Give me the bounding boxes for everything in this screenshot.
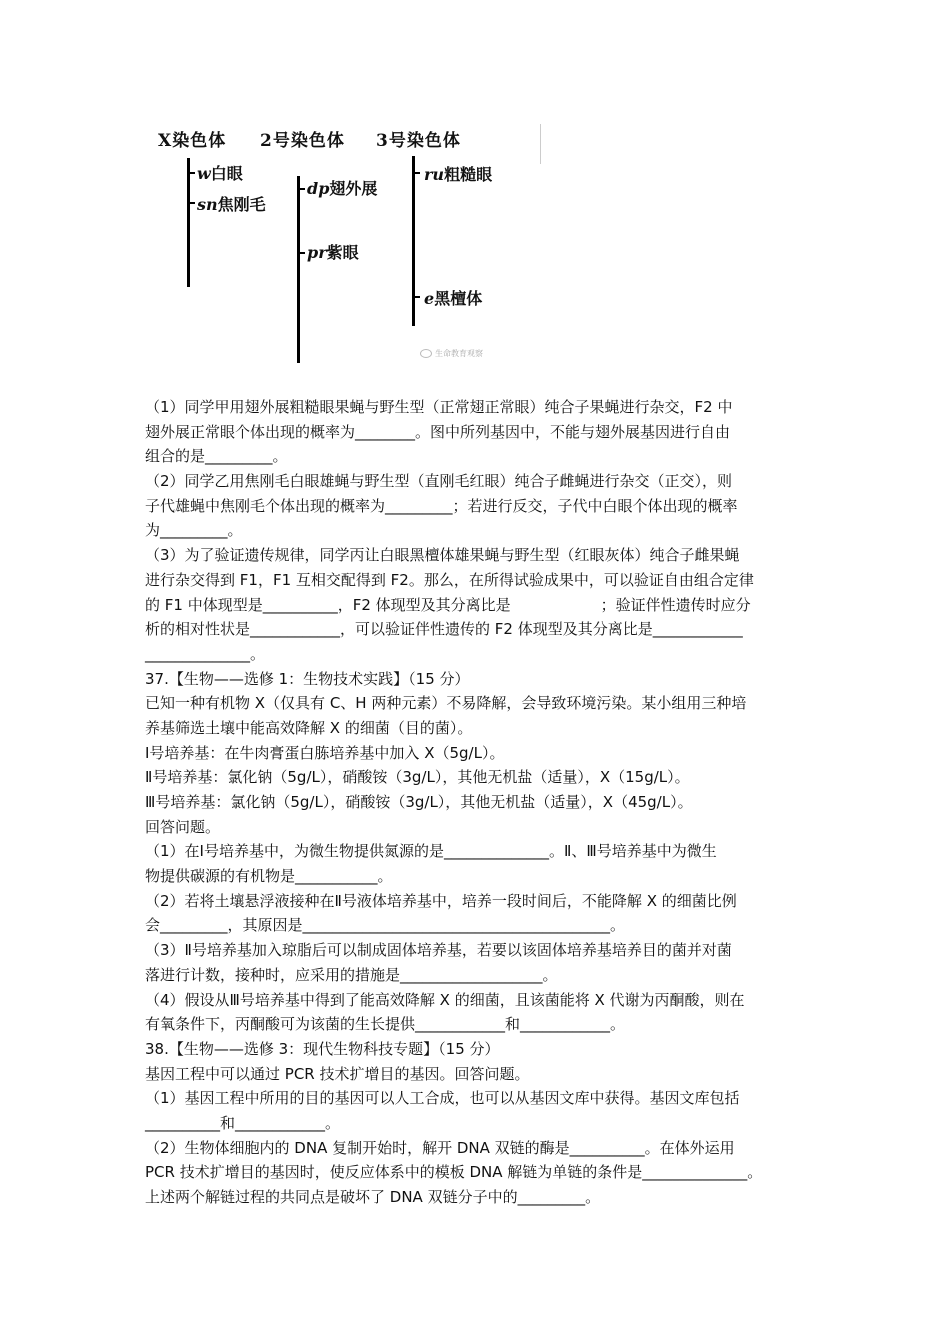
text-line: 已知一种有机物 X（仅具有 C、H 两种元素）不易降解，会导致环境污染。某小组用三种培 bbox=[145, 694, 747, 713]
text-line: （4）假设从Ⅲ号培养基中得到了能高效降解 X 的细菌，且该菌能将 X 代谢为丙酮酸，则在 bbox=[145, 990, 745, 1009]
chromosome-2-line bbox=[297, 176, 300, 363]
text-line: （3）Ⅱ号培养基加入琼脂后可以制成固体培养基，若要以该固体培养基培养目的菌并对菌 bbox=[145, 941, 732, 960]
header-chromosome-2: 2号染色体 bbox=[260, 131, 345, 151]
text-line: 上述两个解链过程的共同点是破坏了 DNA 双链分子中的_________。 bbox=[145, 1188, 601, 1206]
watermark: 生命教育观察 bbox=[420, 348, 483, 359]
text-line: Ⅲ号培养基：氯化钠（5g/L），硝酸铵（3g/L），其他无机盐（适量），X（45g/L）。 bbox=[145, 793, 693, 811]
gene-tick bbox=[412, 296, 420, 298]
watermark-icon bbox=[420, 349, 432, 358]
chromosome-figure bbox=[130, 120, 550, 370]
text-line: 进行杂交得到 F1，F1 互相交配得到 F2。那么，在所得试验成果中，可以验证自由组合定律 bbox=[145, 570, 754, 589]
chromosome-3-line bbox=[412, 156, 415, 326]
text-line: 组合的是_________。 bbox=[145, 447, 288, 466]
gene-tick bbox=[297, 252, 305, 254]
gene-pr: pr紫眼 bbox=[307, 243, 359, 262]
gene-tick bbox=[297, 188, 305, 190]
text-line: （1）基因工程中所用的目的基因可以人工合成，也可以从基因文库中获得。基因文库包括 bbox=[145, 1089, 740, 1108]
gene-dp: dp翅外展 bbox=[307, 179, 378, 198]
header-chromosome-3: 3号染色体 bbox=[376, 131, 461, 151]
figure-edge-line bbox=[540, 124, 541, 164]
text-line: Ⅰ号培养基：在牛肉膏蛋白胨培养基中加入 X（5g/L）。 bbox=[145, 743, 505, 762]
x-chromosome-line bbox=[187, 158, 190, 287]
text-line: 物提供碳源的有机物是___________。 bbox=[145, 867, 393, 886]
text-line: PCR 技术扩增目的基因时，使反应体系中的模板 DNA 解链为单链的条件是______________。 bbox=[145, 1163, 763, 1182]
text-line: （1）在Ⅰ号培养基中，为微生物提供氮源的是______________。Ⅱ、Ⅲ号培养基中为微生 bbox=[145, 842, 717, 861]
gene-tick bbox=[187, 202, 195, 204]
header-x-chromosome: X染色体 bbox=[158, 131, 227, 151]
text-line: （2）若将土壤悬浮液接种在Ⅱ号液体培养基中，培养一段时间后，不能降解 X 的细菌比例 bbox=[145, 891, 737, 910]
gene-ru: ru粗糙眼 bbox=[424, 165, 493, 184]
text-line: ______________。 bbox=[145, 644, 266, 663]
text-line: 析的相对性状是____________，可以验证伴性遗传的 F2 体现型及其分离比是____________ bbox=[145, 620, 743, 639]
text-line: Ⅱ号培养基：氯化钠（5g/L），硝酸铵（3g/L），其他无机盐（适量），X（15g/L）。 bbox=[145, 768, 690, 787]
text-line: （1）同学甲用翅外展粗糙眼果蝇与野生型（正常翅正常眼）纯合子果蝇进行杂交，F2 中 bbox=[145, 398, 733, 416]
gene-e: e黑檀体 bbox=[424, 289, 483, 308]
text-line: __________和____________。 bbox=[145, 1113, 341, 1132]
text-line: 回答问题。 bbox=[145, 817, 221, 836]
question-text bbox=[145, 395, 810, 1210]
text-line: 的 F1 中体现型是__________，F2 体现型及其分离比是 ；验证伴性遗传时应分 bbox=[145, 595, 751, 614]
text-line: （2）同学乙用焦刚毛白眼雄蝇与野生型（直刚毛红眼）纯合子雌蝇进行杂交（正交），则 bbox=[145, 472, 733, 491]
gene-sn: sn焦刚毛 bbox=[197, 195, 266, 214]
gene-tick bbox=[187, 172, 195, 174]
text-line: 为_________。 bbox=[145, 521, 243, 540]
text-line: 子代雄蝇中焦刚毛个体出现的概率为_________；若进行反交，子代中白眼个体出现的概率 bbox=[145, 496, 738, 515]
section-heading-37: 37.【生物——选修 1：生物技术实践】（15 分） bbox=[145, 669, 470, 688]
gene-tick bbox=[412, 172, 420, 174]
text-line: （3）为了验证遗传规律，同学丙让白眼黑檀体雄果蝇与野生型（红眼灰体）纯合子雌果蝇 bbox=[145, 546, 740, 565]
section-heading-38: 38.【生物——选修 3：现代生物科技专题】（15 分） bbox=[145, 1039, 500, 1058]
text-line: 翅外展正常眼个体出现的概率为________。图中所列基因中，不能与翅外展基因进行自由 bbox=[145, 422, 731, 441]
text-line: 落进行计数，接种时，应采用的措施是___________________。 bbox=[145, 965, 558, 984]
text-line: 养基筛选土壤中能高效降解 X 的细菌（目的菌）。 bbox=[145, 718, 473, 737]
gene-w: w白眼 bbox=[197, 164, 243, 183]
text-line: 有氧条件下，丙酮酸可为该菌的生长提供____________和____________。 bbox=[145, 1015, 626, 1034]
text-line: 基因工程中可以通过 PCR 技术扩增目的基因。回答问题。 bbox=[145, 1064, 530, 1083]
text-line: 会_________，其原因是_________________________________________。 bbox=[145, 916, 626, 935]
text-line: （2）生物体细胞内的 DNA 复制开始时，解开 DNA 双链的酶是__________。在体外运用 bbox=[145, 1138, 735, 1157]
